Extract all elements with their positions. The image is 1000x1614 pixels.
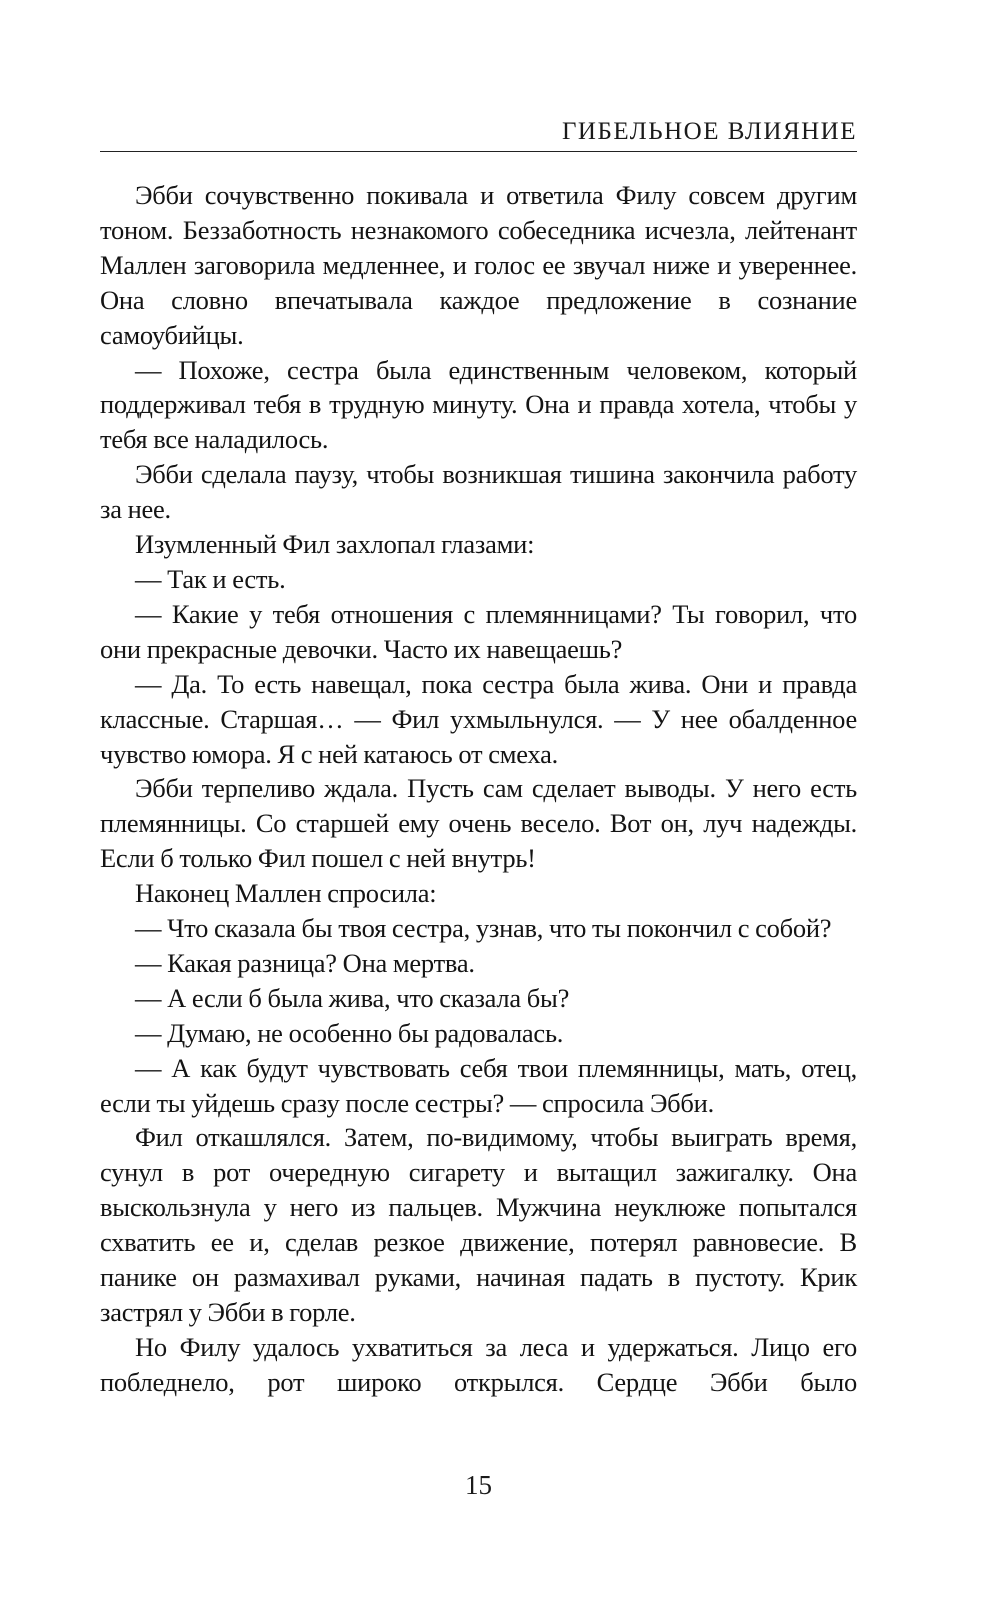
paragraph: — Что сказала бы твоя сестра, узнав, что ты покончил с собой? bbox=[135, 913, 832, 944]
paragraph: — А если б была жива, что сказала бы? bbox=[135, 982, 570, 1013]
paragraph: — Так и есть. bbox=[135, 563, 286, 594]
header-rule bbox=[100, 151, 857, 152]
paragraph: Эбби сочувственно покивала и ответила Филу совсем другим тоном. Беззаботность незнакомого собеседника исчезла, лейтенант Маллен заговорила медленнее, и голос ее звучал ниже и увереннее. Она словно впечатывала каждое предложение в сознание самоубийцы. bbox=[100, 180, 857, 350]
paragraph: — Думаю, не особенно бы радовалась. bbox=[135, 1017, 564, 1048]
paragraph: — Да. То есть навещал, пока сестра была жива. Они и правда классные. Старшая… — Фил ухмыльнулся. — У нее обалденное чувство юмора. Я с ней катаюсь от смеха. bbox=[100, 668, 857, 769]
paragraph: Наконец Маллен спросила: bbox=[135, 878, 437, 909]
paragraph: — Какие у тебя отношения с племянницами? Ты говорил, что они прекрасные девочки. Часто их навещаешь? bbox=[100, 598, 857, 664]
paragraph: Эбби терпеливо ждала. Пусть сам сделает выводы. У него есть племянницы. Со старшей ему очень весело. Вот он, луч надежды. Если б только Фил пошел с ней внутрь! bbox=[100, 773, 857, 874]
paragraph: Но Филу удалось ухватиться за леса и удержаться. Лицо его побледнело, рот широко открылся. Сердце Эбби было bbox=[100, 1331, 857, 1397]
paragraph: — А как будут чувствовать себя твои племянницы, мать, отец, если ты уйдешь сразу после сестры? — спросила Эбби. bbox=[100, 1052, 857, 1118]
body-text bbox=[100, 178, 857, 1400]
paragraph: — Какая разница? Она мертва. bbox=[135, 947, 475, 978]
page-number: 15 bbox=[465, 1470, 492, 1500]
running-header: ГИБЕЛЬНОЕ ВЛИЯНИЕ bbox=[561, 118, 857, 145]
paragraph: Изумленный Фил захлопал глазами: bbox=[135, 529, 535, 560]
paragraph: Эбби сделала паузу, чтобы возникшая тишина закончила работу за нее. bbox=[100, 459, 857, 525]
paragraph: — Похоже, сестра была единственным человеком, который поддерживал тебя в трудную минуту. Она и правда хотела, чтобы у тебя все наладилось. bbox=[100, 354, 857, 455]
paragraph: Фил откашлялся. Затем, по-видимому, чтобы выиграть время, сунул в рот очередную сигарету и вытащил зажигалку. Она выскользнула у него из пальцев. Мужчина неуклюже попытался схватить ее и, сделав резкое движение, потерял равновесие. В панике он размахивал руками, начиная падать в пустоту. Крик застрял у Эбби в горле. bbox=[100, 1122, 857, 1327]
